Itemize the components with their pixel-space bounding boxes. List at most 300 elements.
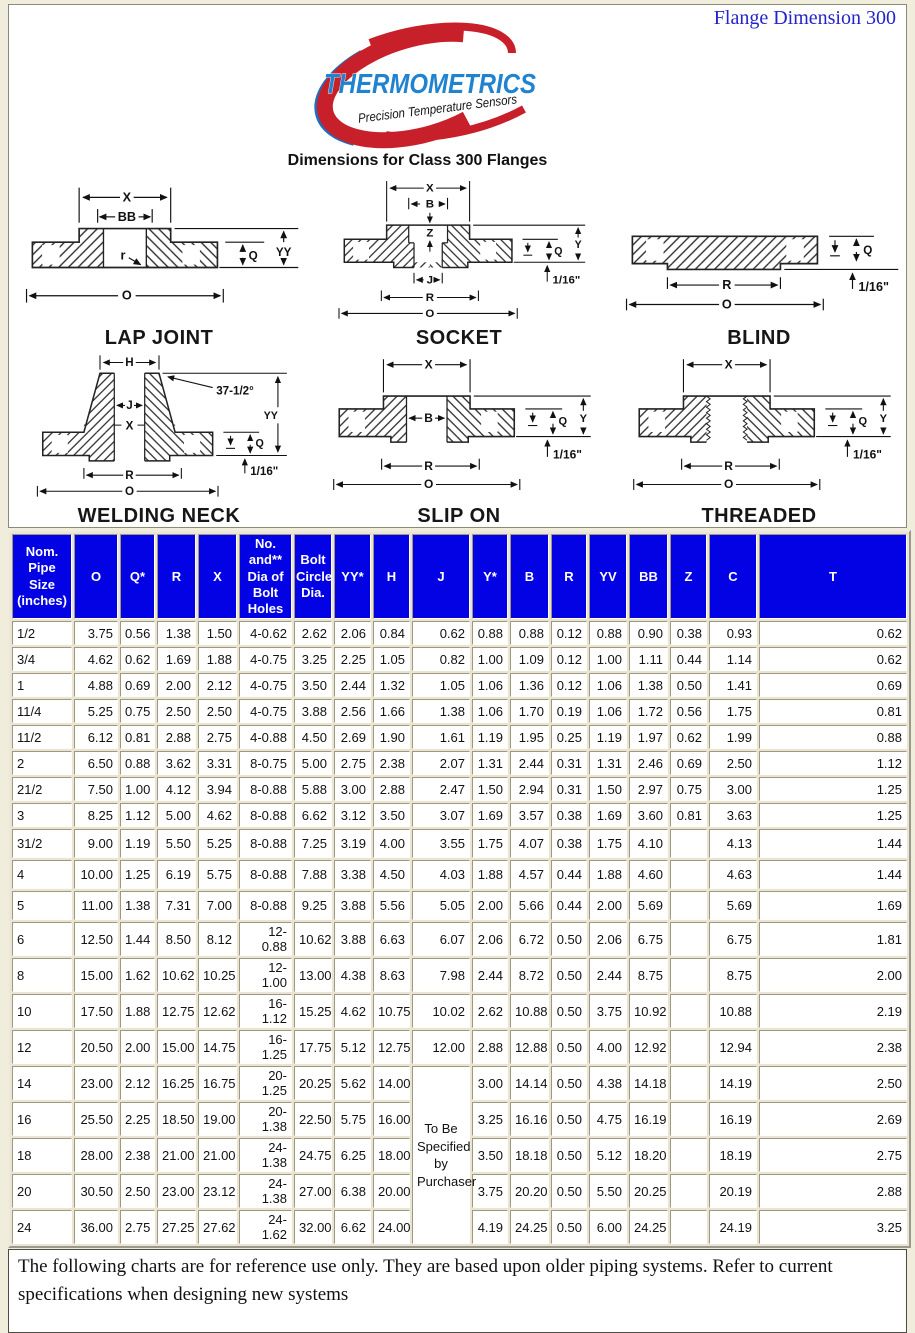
value-cell: 2.88 <box>157 725 196 749</box>
value-cell: 0.75 <box>670 777 707 801</box>
value-cell: 3.75 <box>589 994 627 1028</box>
value-cell: 23.00 <box>74 1066 118 1100</box>
value-cell: 3.62 <box>157 751 196 775</box>
value-cell: 16.00 <box>373 1102 410 1136</box>
column-header: Nom. Pipe Size (inches) <box>12 534 72 619</box>
value-cell: 20-1.38 <box>239 1102 292 1136</box>
value-cell: 8.72 <box>510 958 549 992</box>
value-cell: 17.50 <box>74 994 118 1028</box>
dim-label-j: J <box>426 274 434 287</box>
value-cell: 15.25 <box>294 994 332 1028</box>
value-cell: 27.62 <box>198 1210 237 1244</box>
value-cell: 3.00 <box>709 777 757 801</box>
dim-label-gap: 1/16" <box>552 447 582 462</box>
value-cell: 3.75 <box>74 621 118 645</box>
value-cell: 10.88 <box>510 994 549 1028</box>
dim-label-h: H <box>125 356 134 370</box>
value-cell: 5.12 <box>589 1138 627 1172</box>
value-cell: 20.00 <box>373 1174 410 1208</box>
value-cell: 23.00 <box>157 1174 196 1208</box>
value-cell: 3.38 <box>334 860 371 889</box>
value-cell: 0.50 <box>551 1066 587 1100</box>
value-cell <box>670 891 707 920</box>
value-cell: 1.38 <box>412 699 470 723</box>
value-cell: 3.25 <box>294 647 332 671</box>
value-cell: 4.13 <box>709 829 757 858</box>
value-cell: 2.75 <box>198 725 237 749</box>
dim-label-y: Y <box>879 412 888 425</box>
value-cell: 18.50 <box>157 1102 196 1136</box>
value-cell: 4.19 <box>472 1210 508 1244</box>
value-cell: 0.50 <box>670 673 707 697</box>
value-cell: 2.88 <box>472 1030 508 1064</box>
value-cell: 20-1.25 <box>239 1066 292 1100</box>
value-cell: 2.62 <box>294 621 332 645</box>
thread-left <box>706 396 710 440</box>
value-cell <box>670 922 707 956</box>
value-cell: 1.06 <box>472 673 508 697</box>
value-cell: 1.25 <box>759 803 907 827</box>
logo-tagline: Precision Temperature Sensors <box>356 88 539 126</box>
value-cell: 0.31 <box>551 777 587 801</box>
value-cell: 1.69 <box>589 803 627 827</box>
value-cell: 4-0.75 <box>239 699 292 723</box>
value-cell: 5.66 <box>510 891 549 920</box>
value-cell: 1.36 <box>510 673 549 697</box>
dim-label-gap: 1/16" <box>858 279 889 294</box>
value-cell: 1.09 <box>510 647 549 671</box>
value-cell: 1.97 <box>629 725 668 749</box>
value-cell: 1.66 <box>373 699 410 723</box>
value-cell: 4.50 <box>373 860 410 889</box>
value-cell: 2.12 <box>198 673 237 697</box>
value-cell: 0.84 <box>373 621 410 645</box>
value-cell: 0.38 <box>670 621 707 645</box>
welding-neck-cell <box>9 350 309 526</box>
value-cell: 3.50 <box>373 803 410 827</box>
value-cell: 1.75 <box>589 829 627 858</box>
page-corner-label: Flange Dimension 300 <box>713 7 896 29</box>
value-cell: 11.00 <box>74 891 118 920</box>
table-row <box>12 751 907 775</box>
value-cell: 1.50 <box>198 621 237 645</box>
value-cell: 20.20 <box>510 1174 549 1208</box>
blind-title: BLIND <box>727 327 791 349</box>
value-cell: 0.88 <box>120 751 155 775</box>
dim-label-o: O <box>423 477 434 492</box>
value-cell: 1.88 <box>120 994 155 1028</box>
value-cell: 18.18 <box>510 1138 549 1172</box>
blind-cell <box>609 174 909 350</box>
column-header: Z <box>670 534 707 619</box>
value-cell: 16.25 <box>157 1066 196 1100</box>
value-cell <box>670 1138 707 1172</box>
value-cell: 4.12 <box>157 777 196 801</box>
dim-label-o: O <box>425 307 435 320</box>
value-cell: 0.81 <box>120 725 155 749</box>
value-cell: 2.06 <box>589 922 627 956</box>
value-cell: 4.88 <box>74 673 118 697</box>
value-cell: 21.00 <box>198 1138 237 1172</box>
pipe-size-cell: 11/4 <box>12 699 72 723</box>
header-and-diagrams-panel <box>8 4 907 528</box>
value-cell: 10.02 <box>412 994 470 1028</box>
value-cell: 1.75 <box>472 829 508 858</box>
value-cell: 4.38 <box>334 958 371 992</box>
value-cell: 1.88 <box>589 860 627 889</box>
value-cell: 3.07 <box>412 803 470 827</box>
flange-dimension-table <box>8 530 911 1248</box>
value-cell: 6.50 <box>74 751 118 775</box>
value-cell: 0.50 <box>551 1030 587 1064</box>
table-row <box>12 922 907 956</box>
value-cell: 6.12 <box>74 725 118 749</box>
slip-on-title: SLIP ON <box>417 505 501 527</box>
value-cell: 2.50 <box>120 1174 155 1208</box>
dim-label-q: Q <box>248 249 258 263</box>
value-cell: 5.25 <box>198 829 237 858</box>
value-cell: 0.62 <box>412 621 470 645</box>
column-header: Y* <box>472 534 508 619</box>
pipe-size-cell: 18 <box>12 1138 72 1172</box>
value-cell: 2.88 <box>373 777 410 801</box>
value-cell: 10.00 <box>74 860 118 889</box>
value-cell: 0.81 <box>759 699 907 723</box>
value-cell: 4.60 <box>629 860 668 889</box>
value-cell: 2.94 <box>510 777 549 801</box>
value-cell: 0.50 <box>551 1174 587 1208</box>
value-cell: 0.50 <box>551 1102 587 1136</box>
value-cell: 1.31 <box>589 751 627 775</box>
dim-label-r: r <box>120 248 126 263</box>
header-row <box>12 534 907 619</box>
value-cell: 8.75 <box>709 958 757 992</box>
value-cell: 6.63 <box>373 922 410 956</box>
value-cell: 1.38 <box>629 673 668 697</box>
value-cell: 6.62 <box>294 803 332 827</box>
value-cell <box>670 860 707 889</box>
lap-joint-cell <box>9 174 309 350</box>
value-cell: 10.62 <box>157 958 196 992</box>
dim-label-y: Y <box>579 412 588 425</box>
value-cell: 12.75 <box>157 994 196 1028</box>
value-cell: 2.50 <box>709 751 757 775</box>
socket-title: SOCKET <box>415 327 503 349</box>
dim-label-z: Z <box>426 227 434 240</box>
value-cell: 15.00 <box>157 1030 196 1064</box>
value-cell: 2.00 <box>120 1030 155 1064</box>
value-cell: 20.19 <box>709 1174 757 1208</box>
pipe-size-cell: 14 <box>12 1066 72 1100</box>
value-cell: 1.41 <box>709 673 757 697</box>
value-cell: 1.25 <box>120 860 155 889</box>
value-cell: 2.50 <box>759 1066 907 1100</box>
value-cell: 4.57 <box>510 860 549 889</box>
dim-label-o: O <box>723 477 734 492</box>
socket-diagram <box>309 174 609 324</box>
table-row <box>12 803 907 827</box>
dim-label-q: Q <box>255 437 264 450</box>
table-row <box>12 891 907 920</box>
value-cell: 0.62 <box>759 621 907 645</box>
value-cell: 0.90 <box>629 621 668 645</box>
blind-diagram <box>609 174 909 324</box>
value-cell: 14.14 <box>510 1066 549 1100</box>
value-cell: 7.00 <box>198 891 237 920</box>
value-cell: 4.03 <box>412 860 470 889</box>
dim-label-angle: 37-1/2° <box>216 384 254 398</box>
dim-label-yy: YY <box>263 409 278 422</box>
value-cell: 6.07 <box>412 922 470 956</box>
value-cell: 2.38 <box>759 1030 907 1064</box>
value-cell: 8-0.88 <box>239 891 292 920</box>
value-cell: 27.25 <box>157 1210 196 1244</box>
value-cell: 2.97 <box>629 777 668 801</box>
logo-graphic <box>300 31 560 143</box>
value-cell: 6.75 <box>709 922 757 956</box>
value-cell: 0.62 <box>120 647 155 671</box>
diagram-grid <box>9 174 906 526</box>
pipe-size-cell: 8 <box>12 958 72 992</box>
value-cell: 0.56 <box>670 699 707 723</box>
dim-label-r: R <box>724 458 733 473</box>
dim-label-b: B <box>425 198 435 211</box>
value-cell: 24-1.38 <box>239 1174 292 1208</box>
value-cell: 12-1.00 <box>239 958 292 992</box>
value-cell: 0.12 <box>551 621 587 645</box>
threaded-cell <box>609 350 909 526</box>
value-cell: 3.75 <box>472 1174 508 1208</box>
logo-wordmark: THERMOMETRICS <box>323 68 536 99</box>
value-cell: 1.88 <box>198 647 237 671</box>
dim-label-gap: 1/16" <box>852 447 882 462</box>
value-cell: 3.00 <box>472 1066 508 1100</box>
pipe-size-cell: 6 <box>12 922 72 956</box>
value-cell: 1.06 <box>589 699 627 723</box>
value-cell: 5.69 <box>629 891 668 920</box>
value-cell: 12.00 <box>412 1030 470 1064</box>
value-cell: 0.75 <box>120 699 155 723</box>
value-cell: 1.38 <box>157 621 196 645</box>
welding-neck-cross-section <box>43 373 213 461</box>
value-cell: 1.44 <box>120 922 155 956</box>
pipe-size-cell: 20 <box>12 1174 72 1208</box>
value-cell: 0.19 <box>551 699 587 723</box>
value-cell: 1.06 <box>589 673 627 697</box>
value-cell: 8-0.88 <box>239 829 292 858</box>
value-cell: 18.20 <box>629 1138 668 1172</box>
lap-joint-title: LAP JOINT <box>104 327 214 349</box>
value-cell: 4.50 <box>294 725 332 749</box>
value-cell: 2.12 <box>120 1066 155 1100</box>
value-cell: 8.63 <box>373 958 410 992</box>
value-cell <box>670 1210 707 1244</box>
value-cell: 4.07 <box>510 829 549 858</box>
table-row <box>12 621 907 645</box>
value-cell: 2.00 <box>759 958 907 992</box>
value-cell: 0.12 <box>551 673 587 697</box>
value-cell: 1.50 <box>589 777 627 801</box>
value-cell: 2.88 <box>759 1174 907 1208</box>
value-cell: 5.50 <box>589 1174 627 1208</box>
column-header: YV <box>589 534 627 619</box>
value-cell: 10.92 <box>629 994 668 1028</box>
value-cell: 4.00 <box>589 1030 627 1064</box>
value-cell: 0.50 <box>551 922 587 956</box>
value-cell: 14.18 <box>629 1066 668 1100</box>
value-cell: 4-0.75 <box>239 673 292 697</box>
column-header: Bolt Circle Dia. <box>294 534 332 619</box>
value-cell <box>670 1030 707 1064</box>
value-cell: 10.25 <box>198 958 237 992</box>
value-cell: 14.00 <box>373 1066 410 1100</box>
value-cell: 3.94 <box>198 777 237 801</box>
dim-label-o: O <box>121 288 132 303</box>
value-cell: 23.12 <box>198 1174 237 1208</box>
value-cell: 0.12 <box>551 647 587 671</box>
thread-right <box>743 396 747 440</box>
value-cell <box>670 1066 707 1100</box>
table-row <box>12 725 907 749</box>
value-cell: 5.12 <box>334 1030 371 1064</box>
value-cell: 1.69 <box>759 891 907 920</box>
value-cell: 2.56 <box>334 699 371 723</box>
value-cell: 6.19 <box>157 860 196 889</box>
value-cell: 1.32 <box>373 673 410 697</box>
dim-label-r: R <box>425 292 435 305</box>
value-cell: 0.50 <box>551 1210 587 1244</box>
value-cell: 24.25 <box>510 1210 549 1244</box>
value-cell: 0.93 <box>709 621 757 645</box>
value-cell: 6.38 <box>334 1174 371 1208</box>
welding-neck-diagram <box>9 350 309 502</box>
value-cell: 3.88 <box>294 699 332 723</box>
value-cell: 2.50 <box>198 699 237 723</box>
value-cell: 4.62 <box>334 994 371 1028</box>
value-cell: 2.25 <box>334 647 371 671</box>
blind-cross-section <box>632 236 817 269</box>
value-cell: 2.75 <box>120 1210 155 1244</box>
column-header: C <box>709 534 757 619</box>
value-cell: 1.05 <box>373 647 410 671</box>
value-cell: 0.88 <box>759 725 907 749</box>
dim-label-bb: BB <box>117 209 136 224</box>
value-cell: 1.25 <box>759 777 907 801</box>
value-cell: 6.25 <box>334 1138 371 1172</box>
column-header: No. and** Dia of Bolt Holes <box>239 534 292 619</box>
value-cell: 2.06 <box>334 621 371 645</box>
value-cell: 4.62 <box>198 803 237 827</box>
value-cell <box>670 829 707 858</box>
value-cell: 1.95 <box>510 725 549 749</box>
column-header: BB <box>629 534 668 619</box>
value-cell: 5.75 <box>334 1102 371 1136</box>
value-cell: 5.50 <box>157 829 196 858</box>
footer-note-box <box>8 1249 907 1333</box>
pipe-size-cell: 3/4 <box>12 647 72 671</box>
dim-label-o: O <box>124 484 135 498</box>
value-cell: 1.81 <box>759 922 907 956</box>
value-cell: 2.46 <box>629 751 668 775</box>
value-cell: 3.31 <box>198 751 237 775</box>
dim-label-x: X <box>424 357 433 372</box>
dim-label-y: Y <box>574 239 582 252</box>
value-cell: 4.63 <box>709 860 757 889</box>
value-cell: 8-0.88 <box>239 803 292 827</box>
value-cell <box>670 994 707 1028</box>
value-cell: 3.00 <box>334 777 371 801</box>
value-cell: 24.00 <box>373 1210 410 1244</box>
dim-label-r: R <box>722 277 732 292</box>
column-header: X <box>198 534 237 619</box>
value-cell: 24-1.38 <box>239 1138 292 1172</box>
value-cell: 1.00 <box>472 647 508 671</box>
value-cell: 0.31 <box>551 751 587 775</box>
value-cell: 1.70 <box>510 699 549 723</box>
threaded-title: THREADED <box>701 505 817 527</box>
value-cell <box>670 1174 707 1208</box>
value-cell: 1.06 <box>472 699 508 723</box>
value-cell: 1.44 <box>759 829 907 858</box>
value-cell: 4.75 <box>589 1102 627 1136</box>
value-cell: 1.72 <box>629 699 668 723</box>
table-row <box>12 699 907 723</box>
value-cell: 32.00 <box>294 1210 332 1244</box>
dim-label-q: Q <box>863 243 873 257</box>
value-cell: 2.19 <box>759 994 907 1028</box>
value-cell: 17.75 <box>294 1030 332 1064</box>
dim-label-r: R <box>125 468 134 482</box>
dim-label-x: X <box>122 190 132 205</box>
value-cell: 7.25 <box>294 829 332 858</box>
value-cell: 8-0.88 <box>239 860 292 889</box>
value-cell: 36.00 <box>74 1210 118 1244</box>
value-cell: 12.50 <box>74 922 118 956</box>
slip-on-cell <box>309 350 609 526</box>
value-cell: 15.00 <box>74 958 118 992</box>
column-header: H <box>373 534 410 619</box>
value-cell: 22.50 <box>294 1102 332 1136</box>
column-header: Q* <box>120 534 155 619</box>
value-cell: 6.00 <box>589 1210 627 1244</box>
value-cell: 1.00 <box>589 647 627 671</box>
value-cell: 1.14 <box>709 647 757 671</box>
table-row <box>12 994 907 1028</box>
value-cell: 2.62 <box>472 994 508 1028</box>
value-cell: 3.50 <box>472 1138 508 1172</box>
value-cell: 12.92 <box>629 1030 668 1064</box>
pipe-size-cell: 1 <box>12 673 72 697</box>
value-cell: 25.50 <box>74 1102 118 1136</box>
value-cell: 3.25 <box>472 1102 508 1136</box>
value-cell: 5.25 <box>74 699 118 723</box>
value-cell: 0.44 <box>670 647 707 671</box>
value-cell <box>670 1102 707 1136</box>
value-cell: 28.00 <box>74 1138 118 1172</box>
value-cell: 0.69 <box>670 751 707 775</box>
value-cell: 20.50 <box>74 1030 118 1064</box>
value-cell: 8.12 <box>198 922 237 956</box>
dim-label-gap: 1/16" <box>552 274 581 287</box>
value-cell: 16.19 <box>709 1102 757 1136</box>
value-cell: 3.12 <box>334 803 371 827</box>
value-cell: 5.75 <box>198 860 237 889</box>
table-row <box>12 860 907 889</box>
value-cell: 12-0.88 <box>239 922 292 956</box>
value-cell: 20.25 <box>629 1174 668 1208</box>
dim-label-q: Q <box>858 415 868 428</box>
value-cell: 1.19 <box>472 725 508 749</box>
